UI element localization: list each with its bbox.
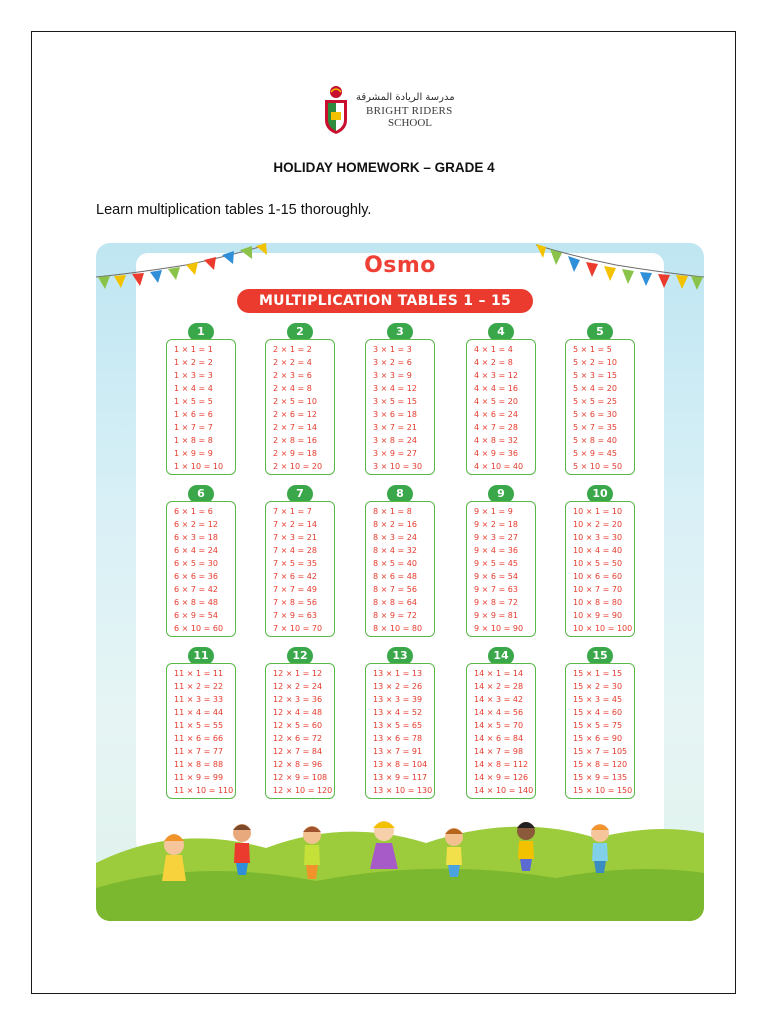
table-row: 15 × 1 = 15 bbox=[573, 669, 623, 678]
table-row: 4 × 1 = 4 bbox=[474, 345, 513, 354]
table-row: 13 × 3 = 39 bbox=[373, 695, 423, 704]
table-row: 11 × 1 = 11 bbox=[174, 669, 224, 678]
table-row: 10 × 10 = 100 bbox=[573, 624, 633, 633]
table-number-badge: 13 bbox=[387, 647, 413, 665]
osmo-brand: Osmo bbox=[364, 253, 436, 278]
table-row: 5 × 1 = 5 bbox=[573, 345, 612, 354]
multiplication-table-card bbox=[565, 339, 635, 475]
table-number-badge: 11 bbox=[188, 647, 214, 665]
table-row: 5 × 4 = 20 bbox=[573, 384, 617, 393]
table-row: 7 × 8 = 56 bbox=[273, 598, 317, 607]
table-row: 6 × 10 = 60 bbox=[174, 624, 224, 633]
table-row: 7 × 2 = 14 bbox=[273, 520, 317, 529]
table-row: 14 × 3 = 42 bbox=[474, 695, 524, 704]
table-row: 1 × 3 = 3 bbox=[174, 371, 213, 380]
table-row: 8 × 5 = 40 bbox=[373, 559, 417, 568]
table-row: 1 × 7 = 7 bbox=[174, 423, 213, 432]
table-row: 11 × 6 = 66 bbox=[174, 734, 224, 743]
table-row: 7 × 4 = 28 bbox=[273, 546, 317, 555]
table-row: 4 × 8 = 32 bbox=[474, 436, 518, 445]
table-row: 2 × 5 = 10 bbox=[273, 397, 317, 406]
table-row: 13 × 5 = 65 bbox=[373, 721, 423, 730]
multiplication-table-card bbox=[466, 663, 536, 799]
multiplication-table-card bbox=[166, 501, 236, 637]
table-row: 3 × 7 = 21 bbox=[373, 423, 417, 432]
table-row: 12 × 1 = 12 bbox=[273, 669, 323, 678]
table-number-badge: 9 bbox=[488, 485, 514, 503]
table-row: 7 × 10 = 70 bbox=[273, 624, 323, 633]
table-row: 15 × 3 = 45 bbox=[573, 695, 623, 704]
table-row: 11 × 2 = 22 bbox=[174, 682, 224, 691]
table-row: 8 × 6 = 48 bbox=[373, 572, 417, 581]
table-row: 11 × 7 = 77 bbox=[174, 747, 224, 756]
table-row: 12 × 10 = 120 bbox=[273, 786, 333, 795]
table-row: 8 × 9 = 72 bbox=[373, 611, 417, 620]
table-row: 10 × 9 = 90 bbox=[573, 611, 623, 620]
table-row: 1 × 5 = 5 bbox=[174, 397, 213, 406]
table-row: 10 × 3 = 30 bbox=[573, 533, 623, 542]
table-row: 4 × 6 = 24 bbox=[474, 410, 518, 419]
table-row: 2 × 9 = 18 bbox=[273, 449, 317, 458]
table-row: 11 × 4 = 44 bbox=[174, 708, 224, 717]
table-row: 4 × 10 = 40 bbox=[474, 462, 524, 471]
table-row: 5 × 5 = 25 bbox=[573, 397, 617, 406]
table-row: 10 × 4 = 40 bbox=[573, 546, 623, 555]
table-row: 14 × 8 = 112 bbox=[474, 760, 529, 769]
table-number-badge: 6 bbox=[188, 485, 214, 503]
table-row: 8 × 4 = 32 bbox=[373, 546, 417, 555]
table-row: 3 × 9 = 27 bbox=[373, 449, 417, 458]
table-number-badge: 15 bbox=[587, 647, 613, 665]
multiplication-poster bbox=[96, 243, 704, 921]
table-row: 4 × 4 = 16 bbox=[474, 384, 518, 393]
table-row: 1 × 10 = 10 bbox=[174, 462, 224, 471]
table-row: 6 × 1 = 6 bbox=[174, 507, 213, 516]
table-row: 2 × 6 = 12 bbox=[273, 410, 317, 419]
school-name-line2: SCHOOL bbox=[388, 117, 433, 129]
table-row: 13 × 6 = 78 bbox=[373, 734, 423, 743]
table-row: 15 × 9 = 135 bbox=[573, 773, 628, 782]
table-row: 2 × 10 = 20 bbox=[273, 462, 323, 471]
multiplication-table-card bbox=[166, 339, 236, 475]
page-title: HOLIDAY HOMEWORK – GRADE 4 bbox=[273, 160, 495, 175]
table-row: 13 × 4 = 52 bbox=[373, 708, 423, 717]
school-name-line1: BRIGHT RIDERS bbox=[366, 105, 453, 117]
table-row: 9 × 4 = 36 bbox=[474, 546, 518, 555]
table-number-badge: 8 bbox=[387, 485, 413, 503]
table-row: 15 × 4 = 60 bbox=[573, 708, 623, 717]
table-row: 10 × 1 = 10 bbox=[573, 507, 623, 516]
table-row: 8 × 2 = 16 bbox=[373, 520, 417, 529]
table-row: 11 × 3 = 33 bbox=[174, 695, 224, 704]
table-row: 8 × 3 = 24 bbox=[373, 533, 417, 542]
table-row: 7 × 6 = 42 bbox=[273, 572, 317, 581]
table-row: 12 × 9 = 108 bbox=[273, 773, 328, 782]
table-row: 10 × 2 = 20 bbox=[573, 520, 623, 529]
table-row: 10 × 6 = 60 bbox=[573, 572, 623, 581]
multiplication-table-card bbox=[565, 663, 635, 799]
table-row: 1 × 9 = 9 bbox=[174, 449, 213, 458]
table-row: 1 × 8 = 8 bbox=[174, 436, 213, 445]
table-row: 13 × 9 = 117 bbox=[373, 773, 428, 782]
table-row: 13 × 8 = 104 bbox=[373, 760, 428, 769]
kids-meadow-illustration bbox=[96, 803, 704, 921]
table-row: 2 × 2 = 4 bbox=[273, 358, 312, 367]
table-row: 5 × 3 = 15 bbox=[573, 371, 617, 380]
table-row: 13 × 1 = 13 bbox=[373, 669, 423, 678]
table-row: 11 × 5 = 55 bbox=[174, 721, 224, 730]
multiplication-table-card bbox=[265, 339, 335, 475]
table-row: 3 × 5 = 15 bbox=[373, 397, 417, 406]
table-row: 8 × 7 = 56 bbox=[373, 585, 417, 594]
table-number-badge: 12 bbox=[287, 647, 313, 665]
multiplication-table-card bbox=[466, 501, 536, 637]
table-number-badge: 14 bbox=[488, 647, 514, 665]
table-row: 1 × 6 = 6 bbox=[174, 410, 213, 419]
table-row: 5 × 10 = 50 bbox=[573, 462, 623, 471]
table-row: 9 × 7 = 63 bbox=[474, 585, 518, 594]
table-row: 14 × 5 = 70 bbox=[474, 721, 524, 730]
multiplication-table-card bbox=[166, 663, 236, 799]
table-row: 2 × 8 = 16 bbox=[273, 436, 317, 445]
table-row: 3 × 3 = 9 bbox=[373, 371, 412, 380]
table-row: 14 × 2 = 28 bbox=[474, 682, 524, 691]
table-row: 3 × 6 = 18 bbox=[373, 410, 417, 419]
table-row: 5 × 2 = 10 bbox=[573, 358, 617, 367]
table-row: 8 × 8 = 64 bbox=[373, 598, 417, 607]
table-row: 8 × 1 = 8 bbox=[373, 507, 412, 516]
table-row: 9 × 5 = 45 bbox=[474, 559, 518, 568]
table-row: 11 × 8 = 88 bbox=[174, 760, 224, 769]
table-number-badge: 3 bbox=[387, 323, 413, 341]
instruction-text: Learn multiplication tables 1-15 thoroughly. bbox=[96, 202, 372, 218]
multiplication-table-card bbox=[265, 501, 335, 637]
table-number-badge: 1 bbox=[188, 323, 214, 341]
table-row: 2 × 1 = 2 bbox=[273, 345, 312, 354]
table-row: 11 × 9 = 99 bbox=[174, 773, 224, 782]
table-row: 7 × 5 = 35 bbox=[273, 559, 317, 568]
table-row: 12 × 4 = 48 bbox=[273, 708, 323, 717]
table-row: 6 × 4 = 24 bbox=[174, 546, 218, 555]
table-row: 3 × 8 = 24 bbox=[373, 436, 417, 445]
table-row: 15 × 8 = 120 bbox=[573, 760, 628, 769]
table-row: 4 × 3 = 12 bbox=[474, 371, 518, 380]
table-row: 5 × 8 = 40 bbox=[573, 436, 617, 445]
table-row: 15 × 10 = 150 bbox=[573, 786, 633, 795]
table-row: 12 × 6 = 72 bbox=[273, 734, 323, 743]
table-row: 3 × 2 = 6 bbox=[373, 358, 412, 367]
table-row: 3 × 10 = 30 bbox=[373, 462, 423, 471]
table-row: 14 × 7 = 98 bbox=[474, 747, 524, 756]
table-row: 1 × 4 = 4 bbox=[174, 384, 213, 393]
school-name-arabic: مدرسة الريادة المشرقة bbox=[356, 92, 455, 103]
table-row: 5 × 7 = 35 bbox=[573, 423, 617, 432]
poster-title-banner: MULTIPLICATION TABLES 1 – 15 bbox=[237, 289, 533, 313]
multiplication-table-card bbox=[365, 339, 435, 475]
table-row: 12 × 3 = 36 bbox=[273, 695, 323, 704]
table-row: 6 × 3 = 18 bbox=[174, 533, 218, 542]
table-row: 6 × 9 = 54 bbox=[174, 611, 218, 620]
table-row: 8 × 10 = 80 bbox=[373, 624, 423, 633]
table-row: 14 × 1 = 14 bbox=[474, 669, 524, 678]
table-number-badge: 2 bbox=[287, 323, 313, 341]
table-row: 4 × 7 = 28 bbox=[474, 423, 518, 432]
table-row: 9 × 1 = 9 bbox=[474, 507, 513, 516]
multiplication-table-card bbox=[466, 339, 536, 475]
multiplication-table-card bbox=[565, 501, 635, 637]
table-row: 7 × 9 = 63 bbox=[273, 611, 317, 620]
table-row: 6 × 5 = 30 bbox=[174, 559, 218, 568]
table-number-badge: 10 bbox=[587, 485, 613, 503]
table-row: 15 × 6 = 90 bbox=[573, 734, 623, 743]
table-row: 1 × 1 = 1 bbox=[174, 345, 213, 354]
multiplication-table-card bbox=[365, 501, 435, 637]
table-row: 14 × 9 = 126 bbox=[474, 773, 529, 782]
multiplication-table-card bbox=[365, 663, 435, 799]
table-row: 9 × 8 = 72 bbox=[474, 598, 518, 607]
table-row: 3 × 4 = 12 bbox=[373, 384, 417, 393]
table-row: 4 × 2 = 8 bbox=[474, 358, 513, 367]
table-row: 10 × 5 = 50 bbox=[573, 559, 623, 568]
table-row: 11 × 10 = 110 bbox=[174, 786, 234, 795]
table-row: 10 × 7 = 70 bbox=[573, 585, 623, 594]
table-row: 12 × 2 = 24 bbox=[273, 682, 323, 691]
table-row: 4 × 9 = 36 bbox=[474, 449, 518, 458]
table-number-badge: 4 bbox=[488, 323, 514, 341]
table-row: 9 × 6 = 54 bbox=[474, 572, 518, 581]
table-row: 6 × 2 = 12 bbox=[174, 520, 218, 529]
table-row: 10 × 8 = 80 bbox=[573, 598, 623, 607]
table-row: 2 × 3 = 6 bbox=[273, 371, 312, 380]
table-row: 5 × 6 = 30 bbox=[573, 410, 617, 419]
table-row: 4 × 5 = 20 bbox=[474, 397, 518, 406]
table-row: 6 × 8 = 48 bbox=[174, 598, 218, 607]
table-row: 1 × 2 = 2 bbox=[174, 358, 213, 367]
table-row: 5 × 9 = 45 bbox=[573, 449, 617, 458]
table-row: 2 × 4 = 8 bbox=[273, 384, 312, 393]
table-row: 9 × 3 = 27 bbox=[474, 533, 518, 542]
table-row: 14 × 6 = 84 bbox=[474, 734, 524, 743]
table-row: 14 × 10 = 140 bbox=[474, 786, 534, 795]
table-row: 12 × 5 = 60 bbox=[273, 721, 323, 730]
table-row: 15 × 7 = 105 bbox=[573, 747, 628, 756]
table-row: 6 × 7 = 42 bbox=[174, 585, 218, 594]
table-row: 3 × 1 = 3 bbox=[373, 345, 412, 354]
table-row: 14 × 4 = 56 bbox=[474, 708, 524, 717]
table-row: 7 × 3 = 21 bbox=[273, 533, 317, 542]
table-row: 13 × 10 = 130 bbox=[373, 786, 433, 795]
table-row: 7 × 7 = 49 bbox=[273, 585, 317, 594]
table-row: 7 × 1 = 7 bbox=[273, 507, 312, 516]
table-row: 6 × 6 = 36 bbox=[174, 572, 218, 581]
school-crest-icon bbox=[322, 84, 350, 136]
table-number-badge: 7 bbox=[287, 485, 313, 503]
table-row: 13 × 7 = 91 bbox=[373, 747, 423, 756]
table-row: 13 × 2 = 26 bbox=[373, 682, 423, 691]
table-row: 15 × 5 = 75 bbox=[573, 721, 623, 730]
table-row: 12 × 8 = 96 bbox=[273, 760, 323, 769]
table-number-badge: 5 bbox=[587, 323, 613, 341]
table-row: 9 × 9 = 81 bbox=[474, 611, 518, 620]
table-row: 9 × 10 = 90 bbox=[474, 624, 524, 633]
school-logo bbox=[322, 84, 455, 138]
table-row: 12 × 7 = 84 bbox=[273, 747, 323, 756]
table-row: 15 × 2 = 30 bbox=[573, 682, 623, 691]
table-row: 2 × 7 = 14 bbox=[273, 423, 317, 432]
multiplication-table-card bbox=[265, 663, 335, 799]
table-row: 9 × 2 = 18 bbox=[474, 520, 518, 529]
